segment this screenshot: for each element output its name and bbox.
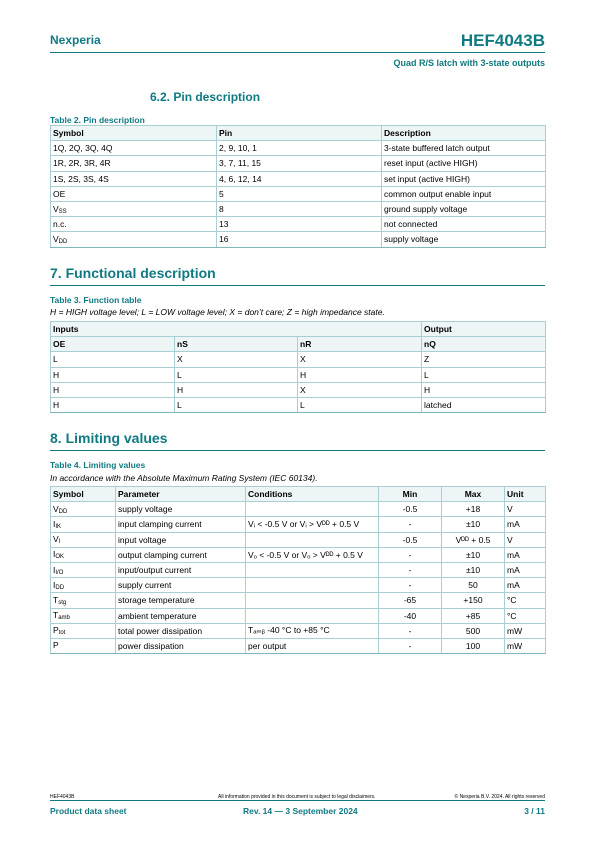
unit-cell: V [505,532,546,547]
symbol-cell: $I_{I/O}$ [51,562,116,577]
table-header-row [51,126,546,141]
column-header: OE [51,337,175,352]
max-cell: 500 [442,623,505,638]
cell-nr: X [298,352,422,367]
part-number: HEF4043B [460,31,545,50]
min-cell: - [379,547,442,562]
parameter-cell: input clamping current [116,517,246,532]
table-row [51,562,546,577]
footer-revision: Rev. 14 — 3 September 2024 [243,806,358,816]
max-cell: Vᴰᴰ + 0.5 [442,532,505,547]
table-row [51,201,546,216]
column-header: Conditions [246,487,379,502]
cell-ns: X [175,352,298,367]
parameter-cell: supply voltage [116,502,246,517]
conditions-cell [246,608,379,623]
table-row [51,593,546,608]
symbol-cell: $V_{DD}$ [51,502,116,517]
footer-copyright: © Nexperia B.V. 2024. All rights reserved [454,794,545,800]
symbol-cell: P [51,638,116,653]
pin-description: supply voltage [382,232,546,247]
min-cell: - [379,638,442,653]
pin-description: common output enable input [382,186,546,201]
table-row [51,578,546,593]
pin-symbol: 1Q, 2Q, 3Q, 4Q [51,141,217,156]
function-table [50,321,546,413]
conditions-cell: per output [246,638,379,653]
table-row [51,156,546,171]
table-group-header-row [51,322,546,337]
min-cell: - [379,578,442,593]
table-row [51,502,546,517]
table-row [51,382,546,397]
pin-symbol: OE [51,186,217,201]
column-header: Parameter [116,487,246,502]
unit-cell: mW [505,623,546,638]
min-cell: -0.5 [379,502,442,517]
cell-oe: H [51,382,175,397]
table4-note: In accordance with the Absolute Maximum Rating System (IEC 60134). [50,473,318,483]
max-cell: +150 [442,593,505,608]
output-group-header: Output [422,322,546,337]
footer-divider [50,800,545,801]
cell-nq: L [422,367,546,382]
conditions-cell [246,593,379,608]
table3-note: H = HIGH voltage level; L = LOW voltage level; X = don’t care; Z = high impedance state. [50,307,385,317]
conditions-cell [246,532,379,547]
footer-doc-id: HEF4043B [50,794,75,800]
parameter-cell: input voltage [116,532,246,547]
table-row [51,232,546,247]
table-row [51,397,546,412]
cell-nr: X [298,382,422,397]
max-cell: ±10 [442,547,505,562]
footer-page-number: 3 / 11 [524,806,545,816]
column-header: Min [379,487,442,502]
pin-symbol: n.c. [51,217,217,232]
table-row [51,141,546,156]
min-cell: - [379,562,442,577]
parameter-cell: input/output current [116,562,246,577]
unit-cell: °C [505,608,546,623]
unit-cell: mW [505,638,546,653]
column-header: Symbol [51,487,116,502]
cell-ns: H [175,382,298,397]
section-pin-description-title: 6.2. Pin description [150,90,261,104]
column-header: Max [442,487,505,502]
table-row [51,623,546,638]
column-header: nR [298,337,422,352]
cell-oe: H [51,367,175,382]
section-divider [50,285,545,286]
table-row [51,547,546,562]
conditions-cell: Tₐₘᵦ -40 °C to +85 °C [246,623,379,638]
min-cell: -40 [379,608,442,623]
max-cell: ±10 [442,562,505,577]
column-header: Description [382,126,546,141]
pin-number: 2, 9, 10, 1 [217,141,382,156]
table-row [51,608,546,623]
section-divider [50,450,545,451]
table-row [51,186,546,201]
header-divider [50,52,545,53]
column-header: nQ [422,337,546,352]
min-cell: -0.5 [379,532,442,547]
cell-oe: H [51,397,175,412]
min-cell: - [379,623,442,638]
conditions-cell [246,578,379,593]
pin-number: 3, 7, 11, 15 [217,156,382,171]
min-cell: -65 [379,593,442,608]
conditions-cell [246,502,379,517]
cell-nq: Z [422,352,546,367]
table-row [51,352,546,367]
table-row [51,532,546,547]
parameter-cell: output clamping current [116,547,246,562]
cell-nr: L [298,397,422,412]
max-cell: +85 [442,608,505,623]
cell-nq: latched [422,397,546,412]
max-cell: +18 [442,502,505,517]
column-header: nS [175,337,298,352]
section-limiting-values-title: 8. Limiting values [50,430,168,446]
conditions-cell: Vᵢ < -0.5 V or Vᵢ > Vᴰᴰ + 0.5 V [246,517,379,532]
unit-cell: mA [505,517,546,532]
min-cell: - [379,517,442,532]
parameter-cell: ambient temperature [116,608,246,623]
pin-description-table [50,125,546,248]
pin-description: reset input (active HIGH) [382,156,546,171]
pin-number: 13 [217,217,382,232]
pin-description: set input (active HIGH) [382,171,546,186]
pin-number: 8 [217,201,382,216]
table-row [51,638,546,653]
cell-nq: H [422,382,546,397]
symbol-cell: $I_{IK}$ [51,517,116,532]
conditions-cell [246,562,379,577]
table2-caption: Table 2. Pin description [50,115,145,125]
cell-oe: L [51,352,175,367]
pin-symbol: 1R, 2R, 3R, 4R [51,156,217,171]
company-name: Nexperia [50,33,101,47]
section-functional-description-title: 7. Functional description [50,265,216,281]
unit-cell: V [505,502,546,517]
cell-nr: H [298,367,422,382]
cell-ns: L [175,397,298,412]
column-header: Unit [505,487,546,502]
pin-symbol: $V_{DD}$ [51,232,217,247]
table-row [51,171,546,186]
parameter-cell: power dissipation [116,638,246,653]
table4-caption: Table 4. Limiting values [50,460,146,470]
table-row [51,217,546,232]
symbol-cell: $I_{DD}$ [51,578,116,593]
cell-ns: L [175,367,298,382]
inputs-group-header: Inputs [51,322,422,337]
column-header: Symbol [51,126,217,141]
symbol-cell: $T_{stg}$ [51,593,116,608]
document-subtitle: Quad R/S latch with 3-state outputs [393,58,545,68]
footer-doc-type: Product data sheet [50,806,127,816]
pin-number: 16 [217,232,382,247]
max-cell: 50 [442,578,505,593]
column-header: Pin [217,126,382,141]
parameter-cell: total power dissipation [116,623,246,638]
pin-description: ground supply voltage [382,201,546,216]
table-header-row [51,337,546,352]
pin-description: not connected [382,217,546,232]
parameter-cell: supply current [116,578,246,593]
pin-symbol: 1S, 2S, 3S, 4S [51,171,217,186]
unit-cell: °C [505,593,546,608]
parameter-cell: storage temperature [116,593,246,608]
table-row [51,517,546,532]
unit-cell: mA [505,547,546,562]
pin-number: 4, 6, 12, 14 [217,171,382,186]
table-row [51,367,546,382]
symbol-cell: $V_I$ [51,532,116,547]
unit-cell: mA [505,578,546,593]
footer-disclaimer: All information provided in this document is subject to legal disclaimers. [218,794,376,800]
conditions-cell: Vₒ < -0.5 V or Vₒ > Vᴰᴰ + 0.5 V [246,547,379,562]
max-cell: 100 [442,638,505,653]
unit-cell: mA [505,562,546,577]
symbol-cell: $I_{OK}$ [51,547,116,562]
table-header-row [51,487,546,502]
limiting-values-table [50,486,546,654]
symbol-cell: $P_{tot}$ [51,623,116,638]
pin-description: 3-state buffered latch output [382,141,546,156]
pin-symbol: $V_{SS}$ [51,201,217,216]
max-cell: ±10 [442,517,505,532]
table3-caption: Table 3. Function table [50,295,142,305]
pin-number: 5 [217,186,382,201]
symbol-cell: $T_{amb}$ [51,608,116,623]
